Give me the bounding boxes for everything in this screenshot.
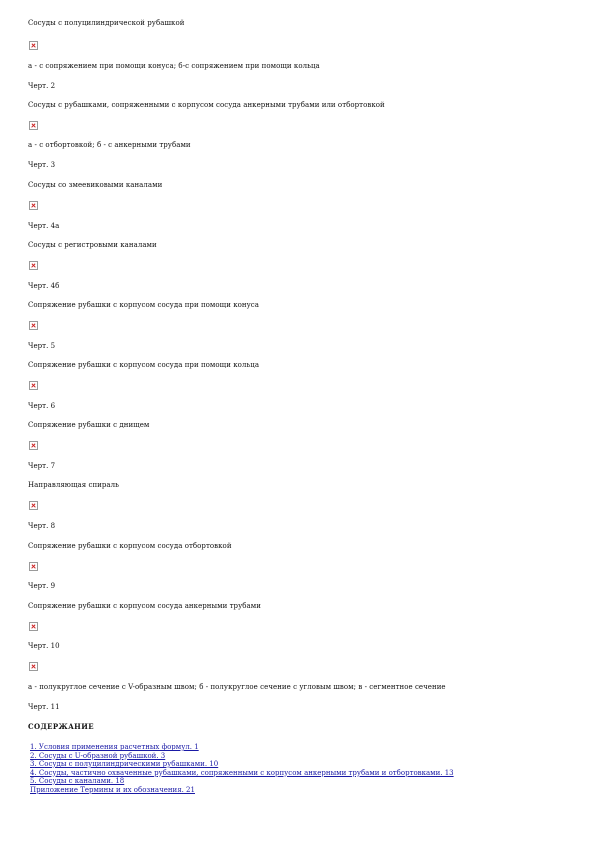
broken-image-icon <box>29 501 38 510</box>
figure-title: Сопряжение рубашки с корпусом сосуда анкерными трубами <box>28 602 261 610</box>
figure-title: Сопряжение рубашки с корпусом сосуда при помощи конуса <box>28 301 260 309</box>
contents-link[interactable]: 5. Сосуды с каналами. 18 <box>30 777 125 785</box>
chart-label: Черт. 5 <box>28 342 56 350</box>
figure-caption: а - полукруглое сечение с V-образным швом; б - полукруглое сечение с угловым швом; в - сегментное сечение <box>28 683 446 691</box>
figure-title: Направляющая спираль <box>28 481 119 489</box>
chart-label: Черт. 11 <box>28 703 60 711</box>
contents-item <box>30 743 454 752</box>
contents-item <box>30 760 454 769</box>
contents-link[interactable]: 4. Сосуды, частично охваченные рубашками, сопряженными с корпусом анкерными трубами и отбортовками. 13 <box>30 768 454 777</box>
broken-image-icon <box>29 381 38 390</box>
contents-link[interactable]: 2. Сосуды с U-образной рубашкой. 3 <box>30 751 166 760</box>
chart-label: Черт. 10 <box>28 642 60 650</box>
contents-list <box>30 743 454 794</box>
broken-image-icon <box>29 441 38 450</box>
contents-link[interactable]: 1. Условия применения расчетных формул. 1 <box>30 743 199 751</box>
broken-image-icon <box>29 201 38 210</box>
chart-label: Черт. 2 <box>28 82 56 90</box>
broken-image-icon <box>29 41 38 50</box>
figure-title: Сопряжение рубашки с корпусом сосуда отбортовкой <box>28 542 232 550</box>
contents-item <box>30 752 454 761</box>
broken-image-icon <box>29 662 38 671</box>
contents-link[interactable]: 3. Сосуды с полуцилиндрическими рубашками. 10 <box>30 760 219 768</box>
chart-label: Черт. 9 <box>28 582 56 590</box>
chart-label: Черт. 4а <box>28 222 60 230</box>
broken-image-icon <box>29 321 38 330</box>
broken-image-icon <box>29 121 38 130</box>
figure-title: Сосуды со змеевиковыми каналами <box>28 181 163 189</box>
broken-image-icon <box>29 622 38 631</box>
chart-label: Черт. 8 <box>28 522 56 530</box>
broken-image-icon <box>29 562 38 571</box>
chart-label: Черт. 7 <box>28 462 56 470</box>
figure-title: Сосуды с рубашками, сопряженными с корпусом сосуда анкерными трубами или отбортовкой <box>28 101 385 109</box>
contents-item <box>30 777 454 786</box>
figure-title: Сосуды с регистровыми каналами <box>28 241 157 249</box>
contents-link[interactable]: Приложение Термины и их обозначения. 21 <box>30 785 195 794</box>
contents-heading: СОДЕРЖАНИЕ <box>28 722 94 731</box>
chart-label: Черт. 4б <box>28 282 60 290</box>
figure-title: Сопряжение рубашки с корпусом сосуда при помощи кольца <box>28 361 260 369</box>
broken-image-icon <box>29 261 38 270</box>
contents-item <box>30 769 454 778</box>
figure-caption: а - с отбортовкой; б - с анкерными трубами <box>28 141 191 149</box>
chart-label: Черт. 6 <box>28 402 56 410</box>
figure-caption: а - с сопряжением при помощи конуса; б-с сопряжением при помощи кольца <box>28 62 320 70</box>
figure-title: Сосуды с полуцилиндрической рубашкой <box>28 19 185 27</box>
contents-item <box>30 786 454 795</box>
figure-title: Сопряжение рубашки с днищем <box>28 421 150 429</box>
chart-label: Черт. 3 <box>28 161 56 169</box>
